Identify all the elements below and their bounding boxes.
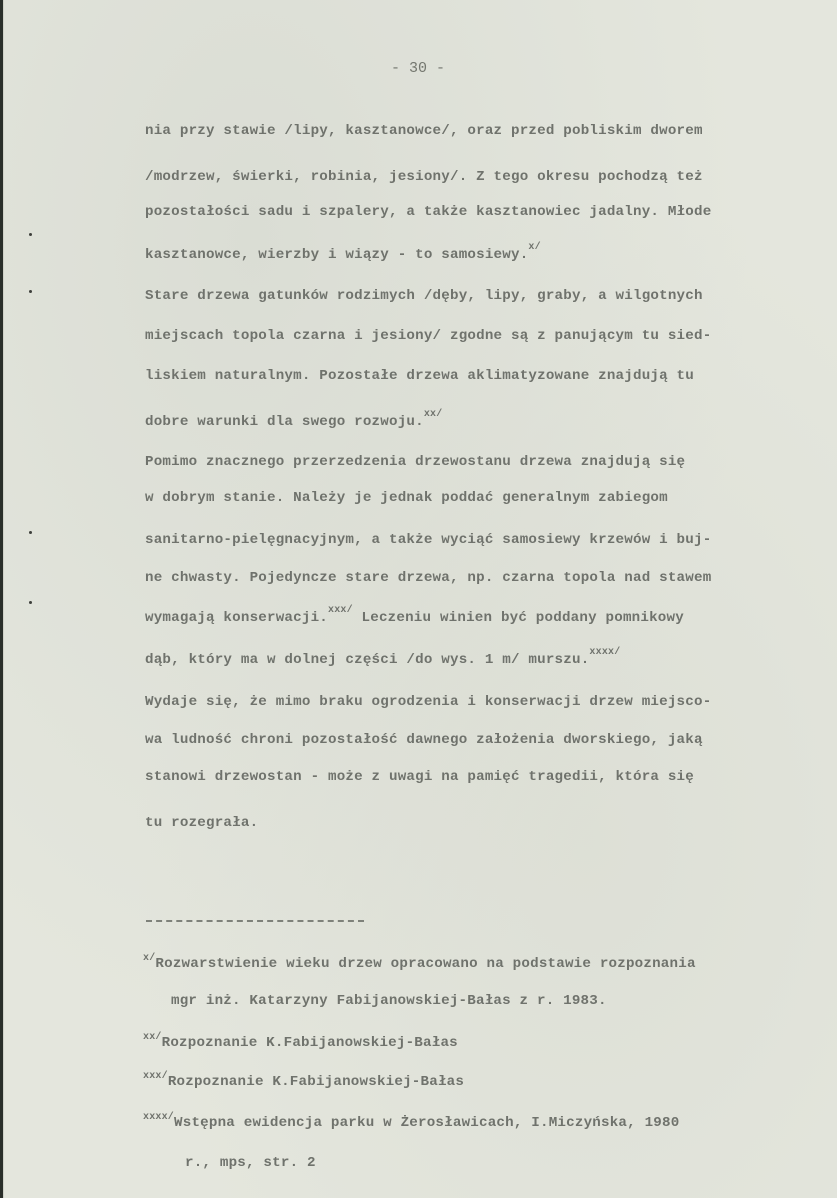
body-line-13 [145, 605, 684, 628]
body-line-8-text: dobre warunki dla swego rozwoju. [145, 414, 424, 430]
body-line-4 [145, 242, 541, 265]
footnote-ref-x: x/ [528, 242, 541, 253]
body-line-16: wa ludność chroni pozostałość dawnego założenia dworskiego, jaką [145, 732, 703, 748]
body-line-15: Wydaje się, że mimo braku ogrodzenia i konserwacji drzew miejsco- [145, 694, 712, 710]
body-line-11: sanitarno-pielęgnacyjnym, a także wyciąć samosiewy krzewów i buj- [145, 532, 712, 548]
body-line-4-text: kasztanowce, wierzby i wiązy - to samosiewy. [145, 247, 529, 263]
footnote-1-marker: x/ [143, 953, 156, 964]
footnote-2-marker: xx/ [143, 1032, 162, 1043]
footnote-ref-xxx: xxx/ [328, 605, 353, 616]
footnote-4-line1: Wstępna ewidencja parku w Żerosławicach, I.Miczyńska, 1980 [174, 1115, 680, 1131]
footnote-ref-xx: xx/ [423, 409, 443, 420]
body-line-3: pozostałości sadu i szpalery, a także kasztanowiec jadalny. Młode [145, 204, 712, 220]
body-line-7: liskiem naturalnym. Pozostałe drzewa aklimatyzowane znajdują tu [145, 368, 694, 384]
footnote-2-line1: Rozpoznanie K.Fabijanowskiej-Bałas [161, 1035, 458, 1051]
footnote-1-cont: mgr inż. Katarzyny Fabijanowskiej-Bałas z r. 1983. [171, 993, 607, 1009]
body-line-17: stanowi drzewostan - może z uwagi na pamięć tragedii, która się [145, 769, 694, 785]
body-line-13-text: wymagają konserwacji. [145, 610, 328, 626]
document-page [3, 0, 837, 1198]
body-line-5: Stare drzewa gatunków rodzimych /dęby, lipy, graby, a wilgotnych [145, 288, 703, 304]
body-line-6: miejscach topola czarna i jesiony/ zgodne są z panującym tu sied- [145, 328, 712, 344]
page-number: - 30 - [391, 60, 446, 77]
body-line-13-cont: Leczeniu winien być poddany pomnikowy [352, 610, 684, 626]
body-line-12: ne chwasty. Pojedyncze stare drzewa, np. czarna topola nad stawem [145, 570, 712, 586]
body-line-14 [145, 647, 621, 670]
footnote-4-marker: xxxx/ [143, 1112, 175, 1123]
footnote-1-line1: Rozwarstwienie wieku drzew opracowano na podstawie rozpoznania [155, 956, 696, 972]
footnote-ref-xxxx: xxxx/ [589, 647, 621, 658]
footnote-2 [143, 1033, 458, 1053]
margin-mark [29, 601, 32, 604]
body-line-10: w dobrym stanie. Należy je jednak poddać generalnym zabiegom [145, 490, 668, 506]
footnote-4 [143, 1113, 679, 1133]
body-line-18: tu rozegrała. [145, 815, 259, 831]
body-line-9: Pomimo znacznego przerzedzenia drzewostanu drzewa znajdują się [145, 454, 686, 470]
body-line-2: /modrzew, świerki, robinia, jesiony/. Z tego okresu pochodzą też [145, 169, 703, 185]
footnote-4-cont: r., mps, str. 2 [185, 1155, 316, 1171]
margin-mark [29, 233, 32, 236]
margin-mark [29, 531, 32, 534]
footnote-3-marker: xxx/ [143, 1071, 168, 1082]
margin-mark [29, 290, 32, 293]
body-line-8 [145, 409, 443, 432]
footnote-1 [143, 954, 696, 974]
footnote-3 [143, 1072, 464, 1092]
footnote-separator [146, 920, 364, 922]
body-line-14-text: dąb, który ma w dolnej części /do wys. 1 m/ murszu. [145, 652, 590, 668]
body-line-1: nia przy stawie /lipy, kasztanowce/, oraz przed pobliskim dworem [145, 123, 703, 139]
footnote-3-line1: Rozpoznanie K.Fabijanowskiej-Bałas [167, 1074, 465, 1090]
